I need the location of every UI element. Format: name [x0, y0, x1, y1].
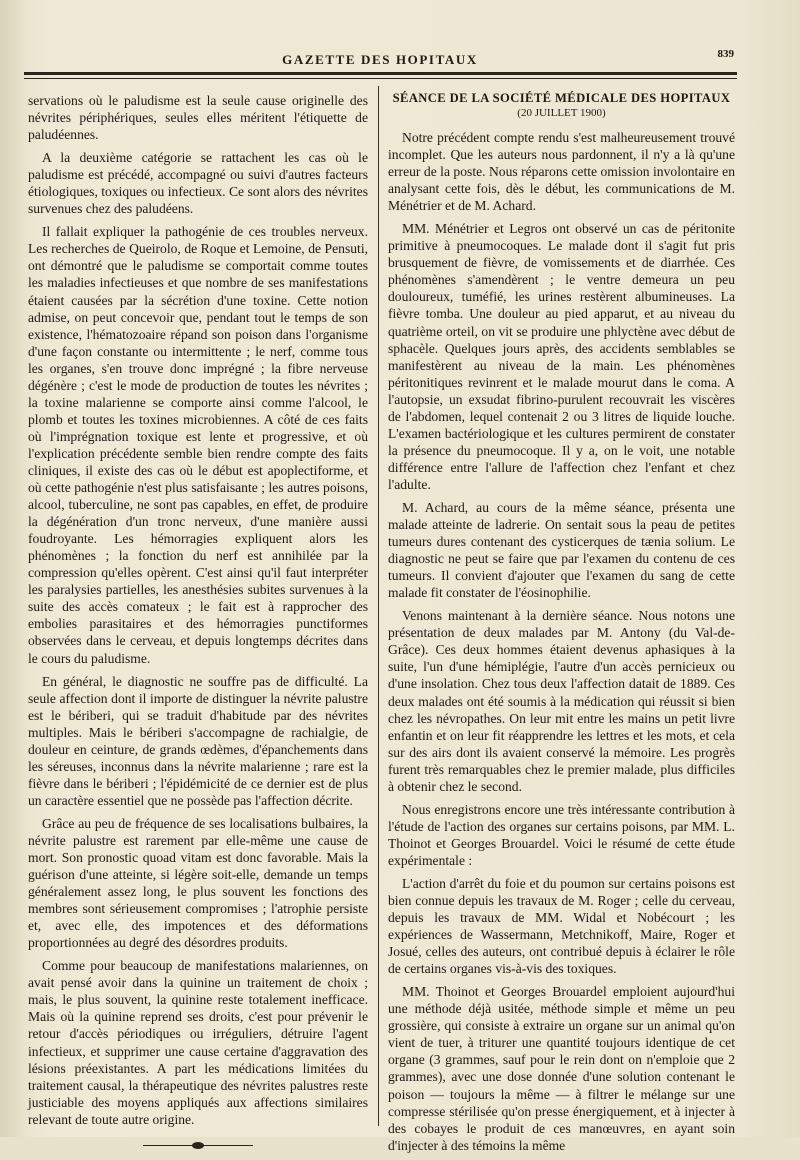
left-paragraph-1: servations où le paludisme est la seule cause originelle des névrites périphériques, seules elles méritent l'étiquette de paludéennes.	[28, 93, 368, 143]
right-paragraph-5: Nous enregistrons encore une très intéressante contribution à l'étude de l'action des organes sur certains poisons, par MM. L. Thoinot et Georges Brouardel. Voici le résumé de cette étude expérimentale :	[388, 801, 735, 868]
right-paragraph-3: M. Achard, au cours de la même séance, présenta une malade atteinte de ladrerie. On sentait sous la peau de petites tumeurs dures contenant des cysticerques de tænia solium. Le diagnostic ne peut se faire que par l'examen du contenu de ces tumeurs. Il convient d'ajouter que l'examen du sang de cette malade fit constater de l'éosinophilie.	[388, 499, 735, 601]
left-paragraph-2: A la deuxième catégorie se rattachent les cas où le paludisme est précédé, accompagné ou suivi d'autres facteurs étiologiques, toxiques ou infectieux. Ce sont alors des névrites survenues chez des paludéens.	[28, 150, 368, 217]
page-header	[20, 48, 740, 68]
page-number: 839	[717, 48, 734, 60]
section-date: (20 JUILLET 1900)	[517, 107, 606, 119]
right-column	[388, 90, 735, 1160]
end-ornament	[143, 1142, 253, 1150]
journal-title: GAZETTE DES HOPITAUX	[282, 52, 478, 67]
left-paragraph-4: En général, le diagnostic ne souffre pas de difficulté. La seule affection dont il importe de distinguer la névrite palustre est le bériberi, qui se traduit d'habitude par des névrites multiples. Mais le bériberi s'accompagne de rachialgie, de douleur en ceinture, de grands œdèmes, d'épanchements dans les séreuses, inconnus dans la névrite malarienne ; rare est la fièvre dans le bériberi ; l'épidémicité de ce dernier est de plus un caractère essentiel que ne possède pas l'affection décrite.	[28, 673, 368, 808]
header-rule-thin	[24, 78, 737, 79]
header-rule-thick	[24, 72, 737, 75]
right-paragraph-1: Notre précédent compte rendu s'est malheureusement trouvé incomplet. Que les auteurs nous pardonnent, il n'y a là qu'une erreur de la poste. Nous réparons cette omission involontaire en analysant cette fois, dès le début, les communications de M. Ménétrier et de M. Achard.	[388, 130, 735, 214]
column-divider	[378, 86, 379, 1126]
left-column	[28, 92, 368, 1150]
left-paragraph-6: Comme pour beaucoup de manifestations malariennes, on avait pensé avoir dans la quinine un traitement de choix ; mais, le plus souvent, la quinine reste totalement inefficace. Mais où la quinine reprend ses droits, c'est pour prévenir le retour d'accès périodiques ou irréguliers, détruire l'agent infectieux, et supprimer une cause certaine d'aggravation des lésions préexistantes. A part les médications limitées du traitement causal, la thérapeutique des névrites palustres reste justiciable des moyens appliqués aux affections similaires relevant de toute autre origine.	[28, 958, 368, 1127]
right-paragraph-7: MM. Thoinot et Georges Brouardel emploient aujourd'hui une méthode déjà usitée, méthode simple et même un peu grossière, qui consiste à extraire un organe sur un animal qu'on vient de tuer, à triturer une quantité toujours identique de cet organe (3 grammes, sauf pour le rein dont on n'emploie que 2 grammes), avec une dose donnée d'une solution contenant le poison — toujours la même — à filtrer le mélange sur une compresse stérilisée qu'on presse énergiquement, et à injecter à des cobayes le produit de ces manœuvres, en ayant soin d'injecter à des témoins la même	[388, 984, 735, 1153]
right-paragraph-6: L'action d'arrêt du foie et du poumon sur certains poisons est bien connue depuis les travaux de M. Roger ; celle du cerveau, depuis les travaux de MM. Widal et Nobécourt ; les expériences de Wassermann, Metchnikoff, Maire, Roger et Josué, celles des auteurs, ont contribué depuis à éclairer le rôle de certains organes vis-à-vis des toxiques.	[388, 875, 735, 977]
right-paragraph-4: Venons maintenant à la dernière séance. Nous notons une présentation de deux malades par M. Antony (du Val-de-Grâce). Ces deux hommes étaient devenus aphasiques à la suite, l'un d'une hémiplégie, l'autre d'un accès pernicieux ou d'une insolation. Chez tous deux l'affection datait de 1889. Ces deux malades ont été soumis à la médication qui réussit si bien chez les névropathes. On leur mit entre les mains un petit livre enfantin et on leur fit réapprendre les lettres et les mots, et cela sur des airs dont ils avaient conservé la mémoire. Les progrès furent très remarquables chez le premier malade, plus difficiles à obtenir chez le second.	[388, 608, 735, 794]
section-title: SÉANCE DE LA SOCIÉTÉ MÉDICALE DES HOPITAUX	[392, 91, 731, 105]
right-paragraph-2: MM. Ménétrier et Legros ont observé un cas de péritonite primitive à pneumocoques. Le malade dont il s'agit fut pris brusquement de fièvre, de vomissements et de diarrhée. Ces phénomènes s'amendèrent ; le ventre demeura un peu douloureux, tuméfié, les urines restèrent albumineuses. La fièvre tomba. Une douleur au pied apparut, et au niveau du quatrième orteil, on vit se produire une phlyctène avec début de sphacèle. Quelques jours après, des accidents semblables se manifestèrent au niveau de la main. Les phénomènes péritonitiques revinrent et le malade mourut dans le coma. A l'autopsie, un exsudat fibrino-purulent recouvrait les viscères de l'abdomen, lequel contenait 2 ou 3 litres de liquide louche. L'examen bactériologique et les cultures permirent de constater la présence du pneumocoque. Il y a, on le voit, une notable différence entre l'allure de l'affection chez l'enfant et chez l'adulte.	[388, 221, 735, 492]
left-paragraph-3: Il fallait expliquer la pathogénie de ces troubles nerveux. Les recherches de Queirolo, de Roque et Lemoine, de Pensuti, ont démontré que le paludisme se comportait comme toutes les maladies infectieuses et que nombre de ses manifestations étaient causées par la sécrétion d'une toxine. Cette notion admise, on peut concevoir que, pendant tout le temps de son existence, l'hématozoaire répand son poison dans l'organisme d'une façon constante ou intermittente ; le nerf, comme tous les organes, s'en trouve donc imprégné ; la fibre nerveuse dégénère ; c'est le mode de production de toutes les névrites ; la toxine malarienne se comporte ainsi comme l'alcool, le plomb et toutes les toxines microbiennes. A côté de ces faits où l'imprégnation toxique est lente et progressive, et où l'explication précédente semble bien rendre compte des faits cliniques, il existe des cas où le début est apoplectiforme, et où cette pathogénie n'est plus satisfaisante ; les autres poisons, alcool, tuberculine, ne sont pas capables, en effet, de produire la dégénération d'un tronc nerveux, d'une manière aussi foudroyante. Les hémorragies expliquent alors les phénomènes ; la fonction du nerf est annihilée par la compression qu'elles opèrent. C'est ainsi qu'il faut interpréter les paralysies partielles, les anesthésies subites survenues à la suite des accès comateux ; le fait est à rapprocher des embolies parasitaires et des hémorragies punctiformes observées dans le cerveau, et depuis longtemps décrites dans le cours du paludisme.	[28, 224, 368, 666]
left-paragraph-5: Grâce au peu de fréquence de ses localisations bulbaires, la névrite palustre est rarement par elle-même une cause de mort. Son pronostic quoad vitam est donc favorable. Mais la guérison d'une atteinte, si légère soit-elle, demande un temps généralement assez long, le plus souvent les fonctions des membres sont sérieusement compromises ; l'atrophie persiste et, avec elle, des impotences et des déformations proportionnées au degré des désordres produits.	[28, 815, 368, 951]
